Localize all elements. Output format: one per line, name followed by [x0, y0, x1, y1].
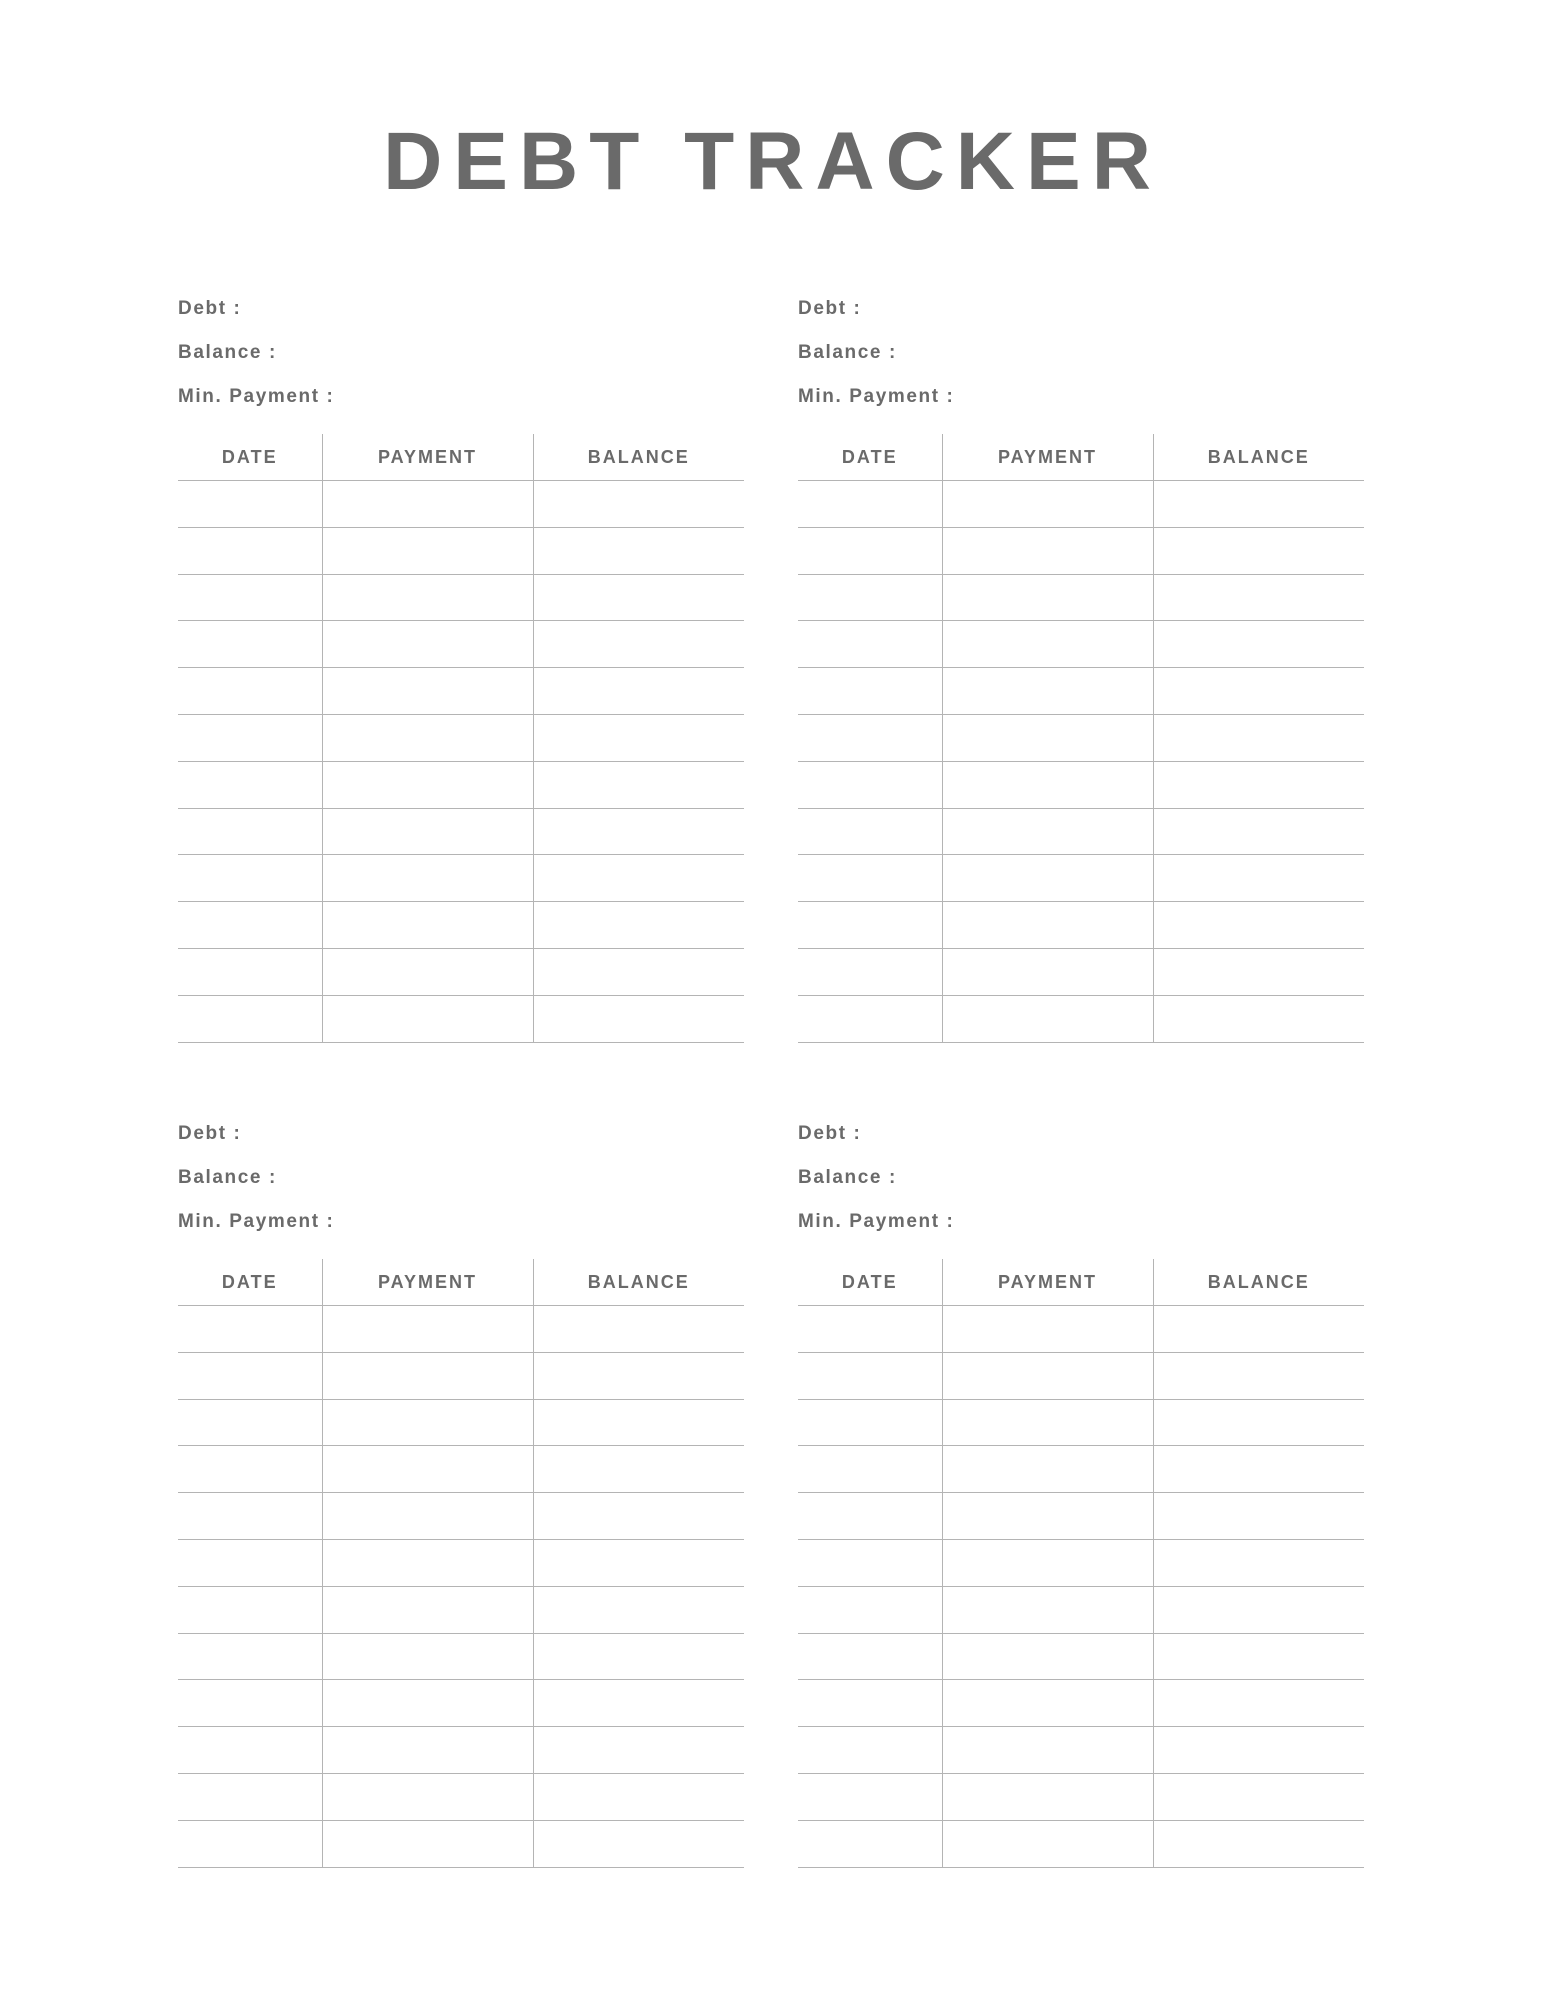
payment-table — [798, 434, 1364, 1043]
date-cell[interactable] — [178, 1680, 322, 1727]
date-cell[interactable] — [798, 1680, 942, 1727]
date-cell[interactable] — [798, 1539, 942, 1586]
table-row — [798, 481, 1364, 528]
payment-table — [178, 434, 744, 1043]
balance-cell[interactable] — [533, 1399, 744, 1446]
balance-column-header: BALANCE — [533, 434, 744, 481]
date-cell[interactable] — [798, 1773, 942, 1820]
date-cell[interactable] — [798, 808, 942, 855]
date-cell[interactable] — [798, 1352, 942, 1399]
table-row — [178, 668, 744, 715]
balance-cell[interactable] — [533, 1352, 744, 1399]
table-row — [798, 668, 1364, 715]
payment-cell[interactable] — [322, 481, 533, 528]
table-row — [798, 1633, 1364, 1680]
date-cell[interactable] — [178, 527, 322, 574]
table-row — [178, 902, 744, 949]
date-cell[interactable] — [798, 1446, 942, 1493]
table-row — [798, 902, 1364, 949]
balance-cell[interactable] — [1153, 995, 1364, 1042]
date-column-header: DATE — [178, 1259, 322, 1306]
payment-cell[interactable] — [942, 808, 1153, 855]
table-row — [178, 714, 744, 761]
balance-cell[interactable] — [533, 527, 744, 574]
date-cell[interactable] — [178, 574, 322, 621]
table-header-row — [798, 1259, 1364, 1306]
payment-cell[interactable] — [942, 527, 1153, 574]
balance-cell[interactable] — [533, 481, 744, 528]
payment-cell[interactable] — [942, 1727, 1153, 1774]
table-row — [798, 761, 1364, 808]
balance-cell[interactable] — [533, 1539, 744, 1586]
balance-cell[interactable] — [1153, 948, 1364, 995]
date-cell[interactable] — [798, 1586, 942, 1633]
payment-cell[interactable] — [942, 714, 1153, 761]
balance-cell[interactable] — [533, 1586, 744, 1633]
date-cell[interactable] — [178, 621, 322, 668]
table-row — [798, 574, 1364, 621]
table-row — [178, 1727, 744, 1774]
payment-table — [178, 1259, 744, 1868]
table-row — [178, 761, 744, 808]
date-cell[interactable] — [178, 1446, 322, 1493]
date-cell[interactable] — [178, 761, 322, 808]
table-header-row — [178, 434, 744, 481]
payment-cell[interactable] — [322, 1680, 533, 1727]
balance-cell[interactable] — [533, 1306, 744, 1353]
balance-cell[interactable] — [1153, 808, 1364, 855]
balance-cell[interactable] — [533, 1493, 744, 1540]
balance-cell[interactable] — [1153, 527, 1364, 574]
min-payment-label: Min. Payment : — [178, 386, 335, 407]
balance-cell[interactable] — [1153, 714, 1364, 761]
payment-cell[interactable] — [322, 1727, 533, 1774]
table-row — [178, 995, 744, 1042]
table-row — [798, 1773, 1364, 1820]
date-cell[interactable] — [178, 668, 322, 715]
balance-cell[interactable] — [1153, 855, 1364, 902]
table-row — [178, 574, 744, 621]
date-cell[interactable] — [798, 948, 942, 995]
table-row — [798, 1727, 1364, 1774]
payment-cell[interactable] — [322, 574, 533, 621]
balance-cell[interactable] — [533, 855, 744, 902]
balance-cell[interactable] — [1153, 574, 1364, 621]
balance-cell[interactable] — [1153, 668, 1364, 715]
balance-column-header: BALANCE — [533, 1259, 744, 1306]
balance-cell[interactable] — [1153, 1820, 1364, 1867]
balance-cell[interactable] — [533, 1680, 744, 1727]
balance-cell[interactable] — [1153, 902, 1364, 949]
balance-cell[interactable] — [1153, 1633, 1364, 1680]
balance-label: Balance : — [798, 342, 897, 363]
table-row — [798, 1820, 1364, 1867]
payment-cell[interactable] — [942, 1352, 1153, 1399]
payment-cell[interactable] — [942, 668, 1153, 715]
table-row — [798, 1399, 1364, 1446]
table-row — [178, 1633, 744, 1680]
date-cell[interactable] — [178, 481, 322, 528]
payment-cell[interactable] — [942, 1446, 1153, 1493]
table-row — [798, 995, 1364, 1042]
table-row — [178, 527, 744, 574]
table-row — [178, 481, 744, 528]
balance-cell[interactable] — [1153, 1773, 1364, 1820]
balance-column-header: BALANCE — [1153, 434, 1364, 481]
payment-cell[interactable] — [322, 1493, 533, 1540]
balance-cell[interactable] — [1153, 1493, 1364, 1540]
table-row — [178, 1820, 744, 1867]
payment-cell[interactable] — [322, 668, 533, 715]
table-row — [798, 1352, 1364, 1399]
payment-cell[interactable] — [322, 1773, 533, 1820]
payment-column-header: PAYMENT — [322, 434, 533, 481]
payment-cell[interactable] — [322, 995, 533, 1042]
date-cell[interactable] — [178, 995, 322, 1042]
balance-cell[interactable] — [1153, 1680, 1364, 1727]
table-row — [178, 1586, 744, 1633]
payment-cell[interactable] — [322, 714, 533, 761]
payment-cell[interactable] — [942, 1306, 1153, 1353]
payment-cell[interactable] — [322, 1586, 533, 1633]
date-cell[interactable] — [798, 761, 942, 808]
balance-cell[interactable] — [533, 995, 744, 1042]
table-row — [798, 621, 1364, 668]
payment-cell[interactable] — [322, 855, 533, 902]
table-header-row — [178, 1259, 744, 1306]
min-payment-label: Min. Payment : — [798, 1211, 955, 1232]
payment-cell[interactable] — [942, 621, 1153, 668]
payment-cell[interactable] — [322, 621, 533, 668]
payment-column-header: PAYMENT — [322, 1259, 533, 1306]
balance-cell[interactable] — [533, 574, 744, 621]
date-cell[interactable] — [798, 714, 942, 761]
balance-cell[interactable] — [1153, 1727, 1364, 1774]
balance-cell[interactable] — [533, 621, 744, 668]
balance-cell[interactable] — [533, 902, 744, 949]
table-row — [798, 1446, 1364, 1493]
date-cell[interactable] — [178, 1820, 322, 1867]
payment-cell[interactable] — [942, 1399, 1153, 1446]
page-title: DEBT TRACKER — [383, 116, 1162, 207]
date-cell[interactable] — [798, 995, 942, 1042]
date-cell[interactable] — [178, 1399, 322, 1446]
balance-cell[interactable] — [533, 668, 744, 715]
payment-cell[interactable] — [322, 1446, 533, 1493]
date-cell[interactable] — [178, 808, 322, 855]
balance-cell[interactable] — [533, 1773, 744, 1820]
table-row — [798, 1493, 1364, 1540]
balance-cell[interactable] — [1153, 1352, 1364, 1399]
payment-cell[interactable] — [322, 1399, 533, 1446]
date-cell[interactable] — [798, 1633, 942, 1680]
date-cell[interactable] — [178, 1539, 322, 1586]
balance-cell[interactable] — [533, 1727, 744, 1774]
table-row — [178, 1493, 744, 1540]
table-header-row — [798, 434, 1364, 481]
balance-cell[interactable] — [1153, 1446, 1364, 1493]
table-row — [798, 1680, 1364, 1727]
payment-cell[interactable] — [942, 481, 1153, 528]
table-row — [798, 808, 1364, 855]
balance-cell[interactable] — [533, 714, 744, 761]
table-row — [798, 948, 1364, 995]
payment-cell[interactable] — [322, 527, 533, 574]
payment-cell[interactable] — [322, 808, 533, 855]
balance-cell[interactable] — [1153, 1399, 1364, 1446]
payment-cell[interactable] — [942, 1680, 1153, 1727]
balance-label: Balance : — [798, 1167, 897, 1188]
payment-cell[interactable] — [942, 902, 1153, 949]
balance-cell[interactable] — [533, 1820, 744, 1867]
table-row — [178, 1446, 744, 1493]
table-row — [178, 808, 744, 855]
date-cell[interactable] — [178, 948, 322, 995]
debt-label: Debt : — [178, 1123, 242, 1144]
payment-cell[interactable] — [322, 902, 533, 949]
payment-cell[interactable] — [322, 948, 533, 995]
table-row — [178, 1399, 744, 1446]
date-cell[interactable] — [798, 527, 942, 574]
table-row — [798, 1586, 1364, 1633]
payment-column-header: PAYMENT — [942, 1259, 1153, 1306]
date-cell[interactable] — [798, 855, 942, 902]
payment-cell[interactable] — [942, 1633, 1153, 1680]
balance-column-header: BALANCE — [1153, 1259, 1364, 1306]
date-cell[interactable] — [178, 1773, 322, 1820]
payment-cell[interactable] — [942, 1539, 1153, 1586]
date-cell[interactable] — [798, 1399, 942, 1446]
payment-cell[interactable] — [942, 1493, 1153, 1540]
balance-cell[interactable] — [533, 808, 744, 855]
table-row — [178, 855, 744, 902]
min-payment-label: Min. Payment : — [178, 1211, 335, 1232]
balance-cell[interactable] — [533, 948, 744, 995]
table-row — [178, 1306, 744, 1353]
balance-cell[interactable] — [1153, 761, 1364, 808]
debt-label: Debt : — [798, 1123, 862, 1144]
payment-cell[interactable] — [322, 1539, 533, 1586]
table-row — [178, 1773, 744, 1820]
debt-label: Debt : — [178, 298, 242, 319]
table-row — [798, 855, 1364, 902]
payment-cell[interactable] — [942, 761, 1153, 808]
payment-cell[interactable] — [322, 1352, 533, 1399]
payment-cell[interactable] — [322, 1820, 533, 1867]
date-cell[interactable] — [178, 902, 322, 949]
balance-cell[interactable] — [1153, 1306, 1364, 1353]
date-column-header: DATE — [178, 434, 322, 481]
date-cell[interactable] — [798, 1820, 942, 1867]
table-row — [178, 948, 744, 995]
date-cell[interactable] — [178, 714, 322, 761]
date-cell[interactable] — [178, 1306, 322, 1353]
table-row — [798, 1306, 1364, 1353]
balance-label: Balance : — [178, 342, 277, 363]
date-cell[interactable] — [178, 1493, 322, 1540]
payment-table — [798, 1259, 1364, 1868]
table-row — [178, 1539, 744, 1586]
balance-cell[interactable] — [533, 1446, 744, 1493]
payment-cell[interactable] — [322, 1633, 533, 1680]
payment-cell[interactable] — [942, 574, 1153, 621]
table-row — [798, 714, 1364, 761]
table-row — [798, 1539, 1364, 1586]
payment-cell[interactable] — [942, 1773, 1153, 1820]
payment-cell[interactable] — [942, 855, 1153, 902]
payment-cell[interactable] — [942, 995, 1153, 1042]
date-cell[interactable] — [798, 1306, 942, 1353]
balance-cell[interactable] — [1153, 621, 1364, 668]
payment-cell[interactable] — [322, 761, 533, 808]
table-row — [178, 1352, 744, 1399]
date-cell[interactable] — [178, 1352, 322, 1399]
date-column-header: DATE — [798, 434, 942, 481]
balance-cell[interactable] — [1153, 1539, 1364, 1586]
min-payment-label: Min. Payment : — [798, 386, 955, 407]
balance-cell[interactable] — [1153, 481, 1364, 528]
date-cell[interactable] — [798, 1493, 942, 1540]
date-cell[interactable] — [798, 902, 942, 949]
date-cell[interactable] — [798, 668, 942, 715]
date-cell[interactable] — [798, 481, 942, 528]
payment-column-header: PAYMENT — [942, 434, 1153, 481]
date-cell[interactable] — [798, 621, 942, 668]
table-row — [798, 527, 1364, 574]
balance-cell[interactable] — [1153, 1586, 1364, 1633]
payment-cell[interactable] — [322, 1306, 533, 1353]
payment-cell[interactable] — [942, 948, 1153, 995]
payment-cell[interactable] — [942, 1820, 1153, 1867]
date-cell[interactable] — [798, 1727, 942, 1774]
debt-label: Debt : — [798, 298, 862, 319]
balance-label: Balance : — [178, 1167, 277, 1188]
payment-cell[interactable] — [942, 1586, 1153, 1633]
date-cell[interactable] — [178, 1586, 322, 1633]
date-cell[interactable] — [178, 1727, 322, 1774]
date-cell[interactable] — [798, 574, 942, 621]
table-row — [178, 621, 744, 668]
date-column-header: DATE — [798, 1259, 942, 1306]
date-cell[interactable] — [178, 855, 322, 902]
date-cell[interactable] — [178, 1633, 322, 1680]
balance-cell[interactable] — [533, 1633, 744, 1680]
table-row — [178, 1680, 744, 1727]
balance-cell[interactable] — [533, 761, 744, 808]
